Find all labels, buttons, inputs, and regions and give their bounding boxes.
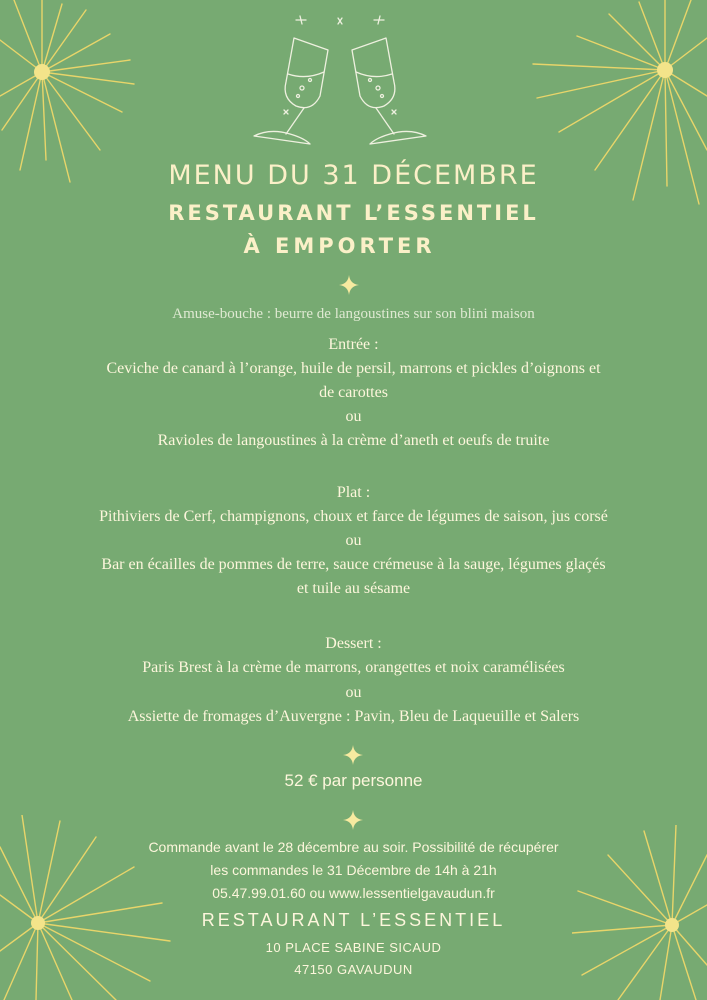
price: 52 € par personne [284,771,423,790]
dessert-option-2: Assiette de fromages d’Auvergne : Pavin, Bleu de Laqueuille et Salers [127,708,580,725]
plat-option-1: Pithiviers de Cerf, champignons, choux et farce de légumes de saison, jus corsé [99,508,608,525]
entree-option-1-line-2: de carottes [319,384,388,401]
entree-label: Entrée : [328,336,379,353]
plat-label: Plat : [336,484,371,501]
sparkle-icon [343,810,363,830]
sparkle-icon [343,745,363,765]
entree-or: ou [345,408,362,425]
footer-address-street: 10 PLACE SABINE SICAUD [265,940,442,955]
footer-restaurant-name: RESTAURANT L’ESSENTIEL [201,910,506,930]
dessert-label: Dessert : [325,635,382,652]
sparkle-icon [339,275,359,295]
menu-title: MENU DU 31 DÉCEMBRE [168,160,539,191]
amuse-bouche: Amuse-bouche : beurre de langoustines sur son blini maison [172,306,535,322]
entree-option-1-line-1: Ceviche de canard à l’orange, huile de persil, marrons et pickles d’oignons et [106,360,601,377]
restaurant-title: RESTAURANT L’ESSENTIEL [168,201,539,225]
entree-option-2: Ravioles de langoustines à la crème d’aneth et oeufs de truite [157,432,550,449]
plat-option-2-line-1: Bar en écailles de pommes de terre, sauce crémeuse à la sauge, légumes glaçés [101,556,606,573]
order-info-line-2: les commandes le 31 Décembre de 14h à 21h [210,862,497,878]
dessert-or: ou [345,684,362,701]
plat-or: ou [345,532,362,549]
contact-info: 05.47.99.01.60 ou www.lessentielgavaudun.fr [212,885,495,901]
dessert-option-1: Paris Brest à la crème de marrons, orangettes et noix caramélisées [142,659,565,676]
order-info-line-1: Commande avant le 28 décembre au soir. Possibilité de récupérer [148,839,559,855]
takeaway-title: À EMPORTER [243,234,436,258]
plat-option-2-line-2: et tuile au sésame [296,580,411,597]
champagne-glasses-icon [250,10,430,150]
footer-address-city: 47150 GAVAUDUN [294,962,413,977]
